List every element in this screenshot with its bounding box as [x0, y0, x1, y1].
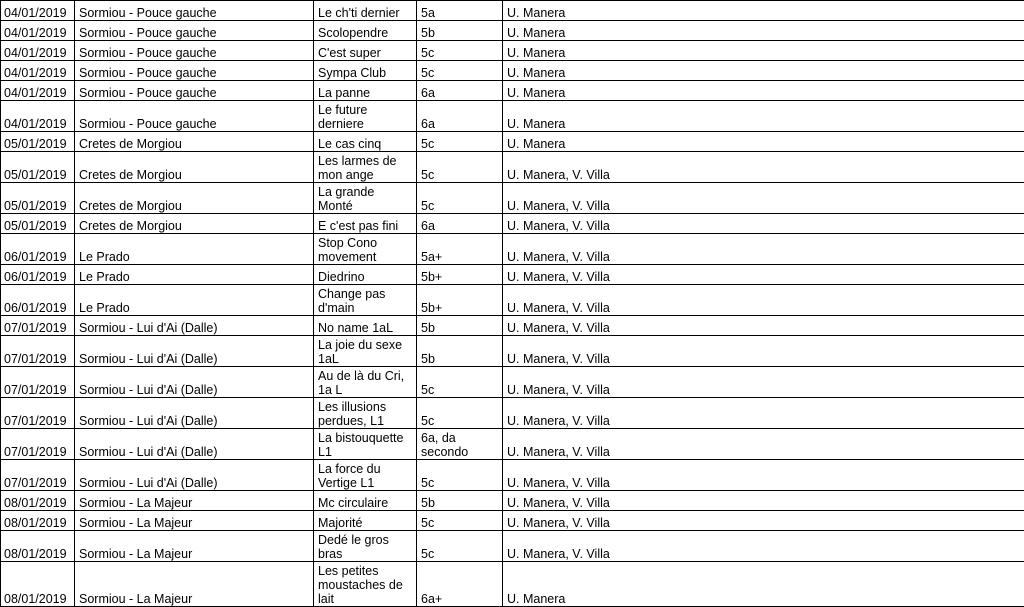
date-cell: 07/01/2019	[1, 316, 75, 336]
table-row	[1, 429, 1024, 460]
crag-cell: Sormiou - Pouce gauche	[75, 81, 314, 101]
crag-cell: Cretes de Morgiou	[75, 152, 314, 183]
table-row	[1, 265, 1024, 285]
grade-cell: 5c	[417, 460, 503, 491]
climbers-cell: U. Manera	[503, 61, 1024, 81]
grade-cell: 5b	[417, 336, 503, 367]
route-cell: La joie du sexe 1aL	[314, 336, 417, 367]
date-cell: 07/01/2019	[1, 367, 75, 398]
route-cell: Diedrino	[314, 265, 417, 285]
table-row	[1, 398, 1024, 429]
crag-cell: Sormiou - Lui d'Ai (Dalle)	[75, 316, 314, 336]
table-row	[1, 491, 1024, 511]
route-cell: Majorité	[314, 511, 417, 531]
grade-cell: 5b	[417, 491, 503, 511]
date-cell: 08/01/2019	[1, 531, 75, 562]
date-cell: 08/01/2019	[1, 562, 75, 607]
route-cell: Les illusions perdues, L1	[314, 398, 417, 429]
table-row	[1, 531, 1024, 562]
crag-cell: Sormiou - Lui d'Ai (Dalle)	[75, 336, 314, 367]
grade-cell: 6a	[417, 214, 503, 234]
date-cell: 06/01/2019	[1, 285, 75, 316]
route-cell: La grande Monté	[314, 183, 417, 214]
grade-cell: 5c	[417, 41, 503, 61]
date-cell: 05/01/2019	[1, 183, 75, 214]
route-cell: Les larmes de mon ange	[314, 152, 417, 183]
date-cell: 06/01/2019	[1, 234, 75, 265]
crag-cell: Sormiou - Pouce gauche	[75, 101, 314, 132]
grade-cell: 5c	[417, 132, 503, 152]
date-cell: 04/01/2019	[1, 61, 75, 81]
grade-cell: 5c	[417, 511, 503, 531]
date-cell: 05/01/2019	[1, 132, 75, 152]
grade-cell: 6a	[417, 81, 503, 101]
route-cell: Mc circulaire	[314, 491, 417, 511]
grade-cell: 5b+	[417, 265, 503, 285]
grade-cell: 5c	[417, 367, 503, 398]
climbers-cell: U. Manera	[503, 101, 1024, 132]
route-cell: E c'est pas fini	[314, 214, 417, 234]
climbers-cell: U. Manera	[503, 41, 1024, 61]
table-row	[1, 132, 1024, 152]
climbers-cell: U. Manera, V. Villa	[503, 429, 1024, 460]
crag-cell: Sormiou - La Majeur	[75, 562, 314, 607]
route-cell: Stop Cono movement	[314, 234, 417, 265]
climbers-cell: U. Manera, V. Villa	[503, 316, 1024, 336]
climbers-cell: U. Manera, V. Villa	[503, 531, 1024, 562]
grade-cell: 5b	[417, 21, 503, 41]
route-cell: Scolopendre	[314, 21, 417, 41]
grade-cell: 5a+	[417, 234, 503, 265]
route-cell: La bistouquette L1	[314, 429, 417, 460]
table-row	[1, 234, 1024, 265]
route-cell: Le future derniere	[314, 101, 417, 132]
crag-cell: Sormiou - Lui d'Ai (Dalle)	[75, 367, 314, 398]
climbers-cell: U. Manera, V. Villa	[503, 265, 1024, 285]
table-row	[1, 1, 1024, 21]
date-cell: 04/01/2019	[1, 101, 75, 132]
climbers-cell: U. Manera, V. Villa	[503, 460, 1024, 491]
table-row	[1, 460, 1024, 491]
climbers-cell: U. Manera, V. Villa	[503, 367, 1024, 398]
table-row	[1, 152, 1024, 183]
table-row	[1, 562, 1024, 607]
climbers-cell: U. Manera, V. Villa	[503, 285, 1024, 316]
table-row	[1, 183, 1024, 214]
date-cell: 07/01/2019	[1, 460, 75, 491]
climbers-cell: U. Manera, V. Villa	[503, 183, 1024, 214]
date-cell: 07/01/2019	[1, 429, 75, 460]
route-cell: Le ch'ti dernier	[314, 1, 417, 21]
climbers-cell: U. Manera	[503, 132, 1024, 152]
date-cell: 04/01/2019	[1, 21, 75, 41]
route-cell: La force du Vertige L1	[314, 460, 417, 491]
table-row	[1, 316, 1024, 336]
climbers-cell: U. Manera, V. Villa	[503, 511, 1024, 531]
date-cell: 08/01/2019	[1, 511, 75, 531]
date-cell: 04/01/2019	[1, 81, 75, 101]
grade-cell: 6a, da secondo	[417, 429, 503, 460]
date-cell: 07/01/2019	[1, 398, 75, 429]
route-cell: Le cas cinq	[314, 132, 417, 152]
crag-cell: Sormiou - La Majeur	[75, 491, 314, 511]
climbing-log-body	[1, 1, 1024, 607]
table-row	[1, 21, 1024, 41]
date-cell: 04/01/2019	[1, 1, 75, 21]
climbers-cell: U. Manera	[503, 1, 1024, 21]
crag-cell: Sormiou - Pouce gauche	[75, 21, 314, 41]
route-cell: Change pas d'main	[314, 285, 417, 316]
grade-cell: 5c	[417, 531, 503, 562]
table-row	[1, 41, 1024, 61]
route-cell: La panne	[314, 81, 417, 101]
crag-cell: Sormiou - Pouce gauche	[75, 1, 314, 21]
route-cell: Au de là du Cri, 1a L	[314, 367, 417, 398]
table-row	[1, 214, 1024, 234]
table-row	[1, 61, 1024, 81]
crag-cell: Cretes de Morgiou	[75, 214, 314, 234]
crag-cell: Le Prado	[75, 234, 314, 265]
table-row	[1, 101, 1024, 132]
crag-cell: Le Prado	[75, 265, 314, 285]
climbers-cell: U. Manera, V. Villa	[503, 152, 1024, 183]
grade-cell: 5b	[417, 316, 503, 336]
grade-cell: 6a	[417, 101, 503, 132]
date-cell: 05/01/2019	[1, 214, 75, 234]
crag-cell: Le Prado	[75, 285, 314, 316]
route-cell: Les petites moustaches de lait	[314, 562, 417, 607]
crag-cell: Sormiou - La Majeur	[75, 531, 314, 562]
climbers-cell: U. Manera	[503, 81, 1024, 101]
grade-cell: 6a+	[417, 562, 503, 607]
table-row	[1, 336, 1024, 367]
grade-cell: 5c	[417, 61, 503, 81]
climbers-cell: U. Manera	[503, 562, 1024, 607]
crag-cell: Sormiou - La Majeur	[75, 511, 314, 531]
date-cell: 06/01/2019	[1, 265, 75, 285]
route-cell: No name 1aL	[314, 316, 417, 336]
table-row	[1, 511, 1024, 531]
route-cell: Sympa Club	[314, 61, 417, 81]
date-cell: 07/01/2019	[1, 336, 75, 367]
climbers-cell: U. Manera	[503, 21, 1024, 41]
route-cell: C'est super	[314, 41, 417, 61]
date-cell: 05/01/2019	[1, 152, 75, 183]
date-cell: 08/01/2019	[1, 491, 75, 511]
table-row	[1, 285, 1024, 316]
grade-cell: 5c	[417, 152, 503, 183]
grade-cell: 5b+	[417, 285, 503, 316]
date-cell: 04/01/2019	[1, 41, 75, 61]
climbers-cell: U. Manera, V. Villa	[503, 398, 1024, 429]
grade-cell: 5c	[417, 398, 503, 429]
grade-cell: 5a	[417, 1, 503, 21]
crag-cell: Cretes de Morgiou	[75, 132, 314, 152]
table-row	[1, 367, 1024, 398]
climbers-cell: U. Manera, V. Villa	[503, 234, 1024, 265]
crag-cell: Cretes de Morgiou	[75, 183, 314, 214]
route-cell: Dedé le gros bras	[314, 531, 417, 562]
climbers-cell: U. Manera, V. Villa	[503, 214, 1024, 234]
grade-cell: 5c	[417, 183, 503, 214]
crag-cell: Sormiou - Lui d'Ai (Dalle)	[75, 429, 314, 460]
crag-cell: Sormiou - Pouce gauche	[75, 61, 314, 81]
crag-cell: Sormiou - Lui d'Ai (Dalle)	[75, 460, 314, 491]
climbers-cell: U. Manera, V. Villa	[503, 336, 1024, 367]
crag-cell: Sormiou - Lui d'Ai (Dalle)	[75, 398, 314, 429]
crag-cell: Sormiou - Pouce gauche	[75, 41, 314, 61]
table-row	[1, 81, 1024, 101]
climbers-cell: U. Manera, V. Villa	[503, 491, 1024, 511]
